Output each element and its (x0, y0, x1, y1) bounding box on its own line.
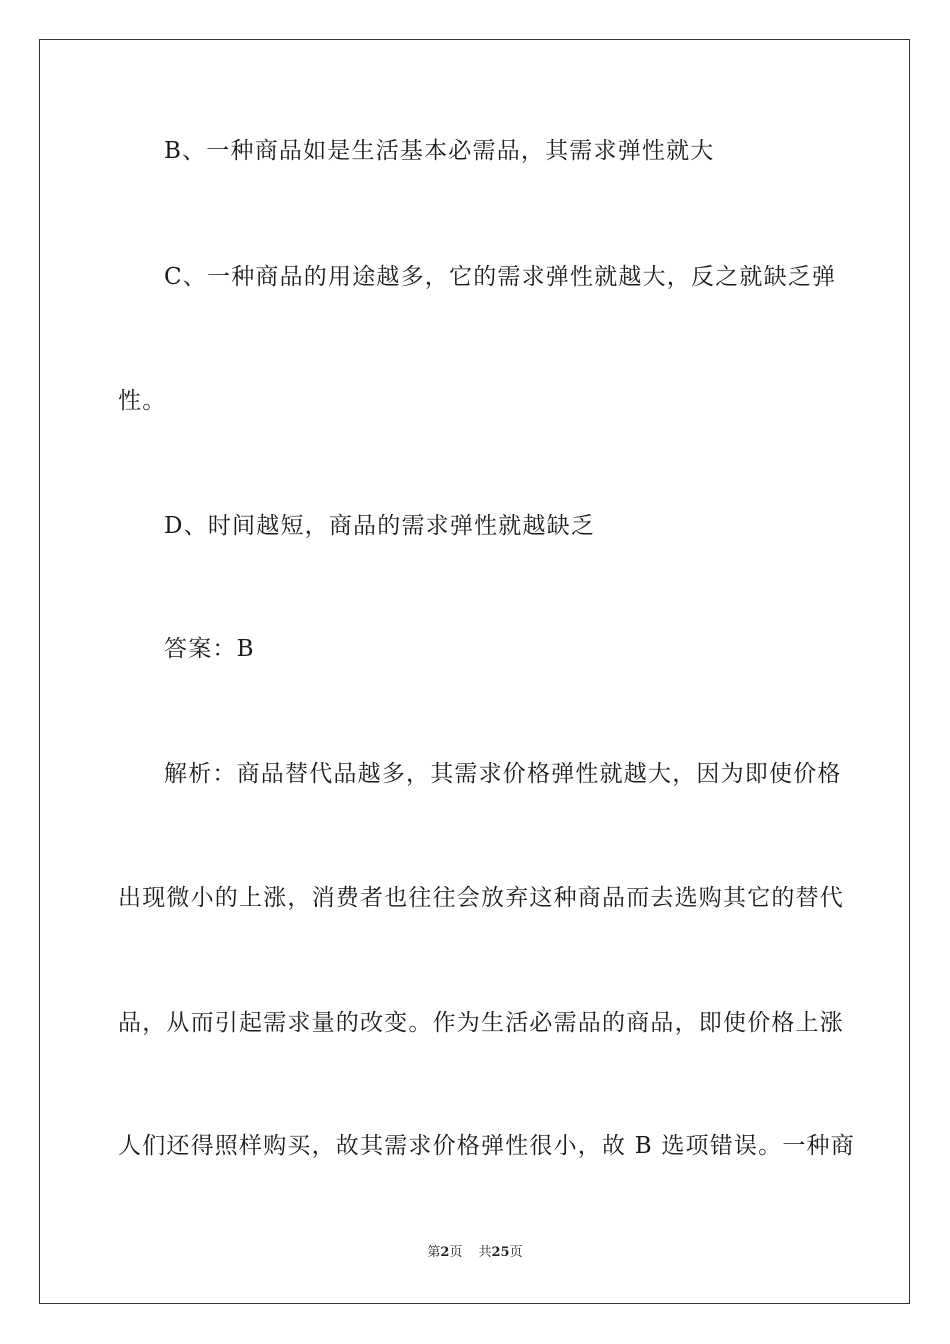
page-border (39, 39, 910, 1304)
option-d-text: D、时间越短，商品的需求弹性就越缺乏 (164, 513, 596, 539)
analysis-text-line2: 出现微小的上涨，消费者也往往会放弃这种商品而去选购其它的替代 (118, 885, 844, 911)
footer-page-prefix: 第 (427, 1245, 441, 1260)
footer-page-unit: 页 (449, 1245, 463, 1260)
footer-page-total: 25 (491, 1245, 510, 1260)
option-c-text-line1: C、一种商品的用途越多，它的需求弹性就越大，反之就缺乏弹 (164, 264, 837, 290)
page-footer (0, 1244, 950, 1262)
option-b-text: B、一种商品如是生活基本必需品，其需求弹性就大 (164, 138, 715, 164)
analysis-text-line3: 品，从而引起需求量的改变。作为生活必需品的商品，即使价格上涨 (118, 1010, 844, 1036)
footer-page-current: 2 (440, 1245, 450, 1260)
answer-text: 答案：B (164, 636, 255, 662)
option-c-text-line2: 性。 (118, 388, 167, 414)
footer-total-prefix: 共 (478, 1245, 492, 1260)
analysis-text-line1: 解析：商品替代品越多，其需求价格弹性就越大，因为即使价格 (164, 761, 842, 787)
footer-total-unit: 页 (509, 1245, 523, 1260)
analysis-text-line4: 人们还得照样购买，故其需求价格弹性很小，故 B 选项错误。一种商 (118, 1133, 855, 1159)
